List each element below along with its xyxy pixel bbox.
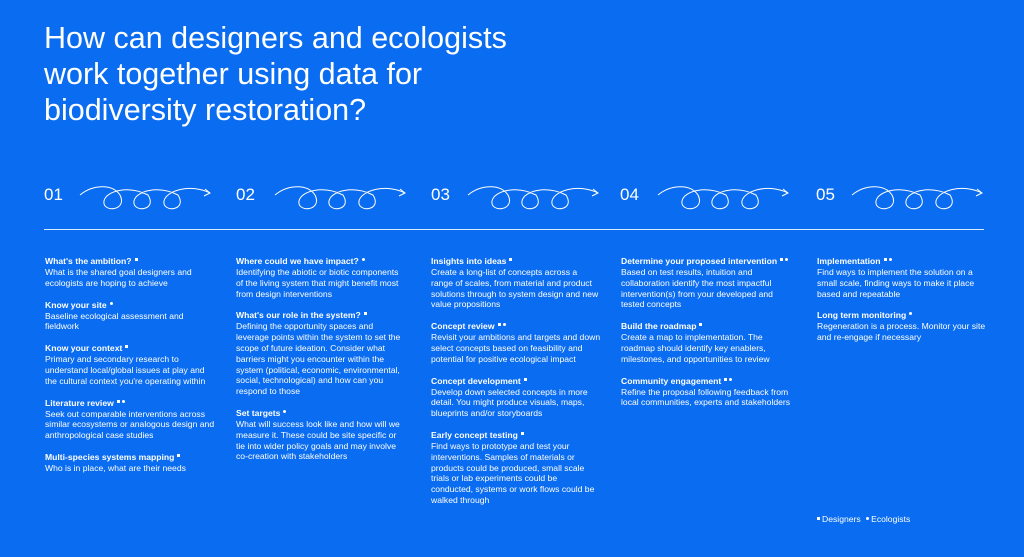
ecologists-marker <box>283 410 286 413</box>
phase-number-04: 04 <box>620 185 639 204</box>
step-description: Who is in place, what are their needs <box>45 462 186 473</box>
loop-arrow-icon <box>466 181 602 215</box>
step-description: Seek out comparable interventions across similar ecosystems or analogous design and anthropological case studies <box>45 408 215 441</box>
step-title: Early concept testing <box>431 427 601 441</box>
phase-column-02 <box>236 253 406 470</box>
loop-arrow-icon <box>78 181 214 215</box>
ecologists-marker <box>122 400 125 403</box>
step <box>236 405 406 462</box>
step-title: What's our role in the system? <box>236 307 406 321</box>
step-title: Implementation <box>817 253 987 267</box>
designers-marker <box>521 432 524 435</box>
phase-number-05: 05 <box>816 185 835 204</box>
designers-marker <box>699 323 702 326</box>
step <box>621 253 791 310</box>
phase-number-03: 03 <box>431 185 450 204</box>
step-description: Create a map to implementation. The roadmap should identify key enablers, milestones, and opportunities to review <box>621 332 770 364</box>
step-description: Identifying the abiotic or biotic components of the living system that might benefit most from design interventions <box>236 267 399 299</box>
designers-marker <box>498 323 501 326</box>
designers-marker <box>509 258 512 261</box>
step <box>621 318 791 364</box>
step <box>236 253 406 299</box>
step-description: What will success look like and how will we measure it. These could be site specific or tie into wider policy goals and may involve co-creation with stakeholders <box>236 418 400 462</box>
step-description: Based on test results, intuition and collaboration identify the most impactful intervention(s) from your developed and tested concepts <box>621 267 773 310</box>
page-title: How can designers and ecologists work together using data for biodiversity restoration? <box>44 21 507 127</box>
step <box>431 427 601 506</box>
phase-column-04 <box>621 253 791 416</box>
step-description: Find ways to implement the solution on a small scale, finding ways to make it place based and repeatable <box>817 267 975 299</box>
step <box>236 307 406 397</box>
step-description: Find ways to prototype and test your interventions. Samples of materials or products could be produced, small scale trials or lab experiments could be conducted, systems or work flows could be walked through <box>431 440 595 505</box>
legend <box>817 514 910 525</box>
ecologists-marker <box>729 378 732 381</box>
ecologists-legend-marker <box>866 517 869 520</box>
step-title: Build the roadmap <box>621 318 791 332</box>
designers-marker <box>125 345 128 348</box>
phase-column-03 <box>431 253 601 514</box>
step <box>45 449 215 474</box>
ecologists-marker <box>110 302 113 305</box>
phase-number-01: 01 <box>44 185 63 204</box>
step-description: Refine the proposal following feedback from local communities, experts and stakeholders <box>621 386 791 408</box>
step <box>817 253 987 299</box>
ecologists-marker <box>503 323 506 326</box>
legend-designers: Designers <box>822 514 861 524</box>
step <box>621 373 791 409</box>
step-description: Primary and secondary research to understand local/global issues at play and the cultural context you're operating within <box>45 354 206 386</box>
step-description: Defining the opportunity spaces and leverage points within the system to set the scope of future ideation. Consider what barriers might you encounter within the system (political, economic, environmental, social, technological) and how can you respond to those <box>236 321 401 397</box>
step-title: Set targets <box>236 405 406 419</box>
step <box>45 297 215 333</box>
step-title: Know your site <box>45 297 215 311</box>
phase-number-02: 02 <box>236 185 255 204</box>
designers-marker <box>135 258 138 261</box>
step-title: Long term monitoring <box>817 307 987 321</box>
step <box>45 340 215 386</box>
step <box>817 307 987 343</box>
step-title: Where could we have impact? <box>236 253 406 267</box>
step <box>45 253 215 289</box>
step-title: Determine your proposed intervention <box>621 253 791 267</box>
phase-column-01 <box>45 253 215 482</box>
loop-arrow-icon <box>850 181 986 215</box>
ecologists-marker <box>362 258 365 261</box>
step-description: Baseline ecological assessment and fieldwork <box>45 310 184 332</box>
designers-marker <box>524 378 527 381</box>
step-title: What's the ambition? <box>45 253 215 267</box>
designers-marker <box>364 312 367 315</box>
ecologists-marker <box>889 258 892 261</box>
step-title: Concept review <box>431 318 601 332</box>
designers-marker <box>780 258 783 261</box>
step <box>45 395 215 441</box>
step-description: What is the shared goal designers and ecologists are hoping to achieve <box>45 267 192 288</box>
phase-column-05 <box>817 253 987 351</box>
designers-marker <box>724 378 727 381</box>
step-description: Create a long-list of concepts across a range of scales, from material and product solutions through to system design and new value propositions <box>431 267 599 310</box>
ecologists-marker <box>909 312 912 315</box>
step <box>431 373 601 419</box>
step-title: Literature review <box>45 395 215 409</box>
step-description: Regeneration is a process. Monitor your site and re-engage if necessary <box>817 321 986 343</box>
step-title: Community engagement <box>621 373 791 387</box>
legend-ecologists: Ecologists <box>871 514 911 524</box>
ecologists-marker <box>785 258 788 261</box>
step-title: Concept development <box>431 373 601 387</box>
loop-arrow-icon <box>273 181 409 215</box>
step-description: Revisit your ambitions and targets and down select concepts based on feasibility and potential for positive ecological impact <box>431 332 601 364</box>
designers-marker <box>177 454 180 457</box>
designers-marker <box>884 258 887 261</box>
designers-legend-marker <box>817 517 820 520</box>
loop-arrow-icon <box>656 181 792 215</box>
timeline-divider <box>44 229 984 230</box>
step-title: Know your context <box>45 340 215 354</box>
designers-marker <box>117 400 120 403</box>
step <box>431 318 601 364</box>
step <box>431 253 601 310</box>
step-title: Insights into ideas <box>431 253 601 267</box>
step-description: Develop down selected concepts in more detail. You might produce visuals, maps, blueprints and/or storyboards <box>431 386 588 419</box>
step-title: Multi-species systems mapping <box>45 449 215 463</box>
